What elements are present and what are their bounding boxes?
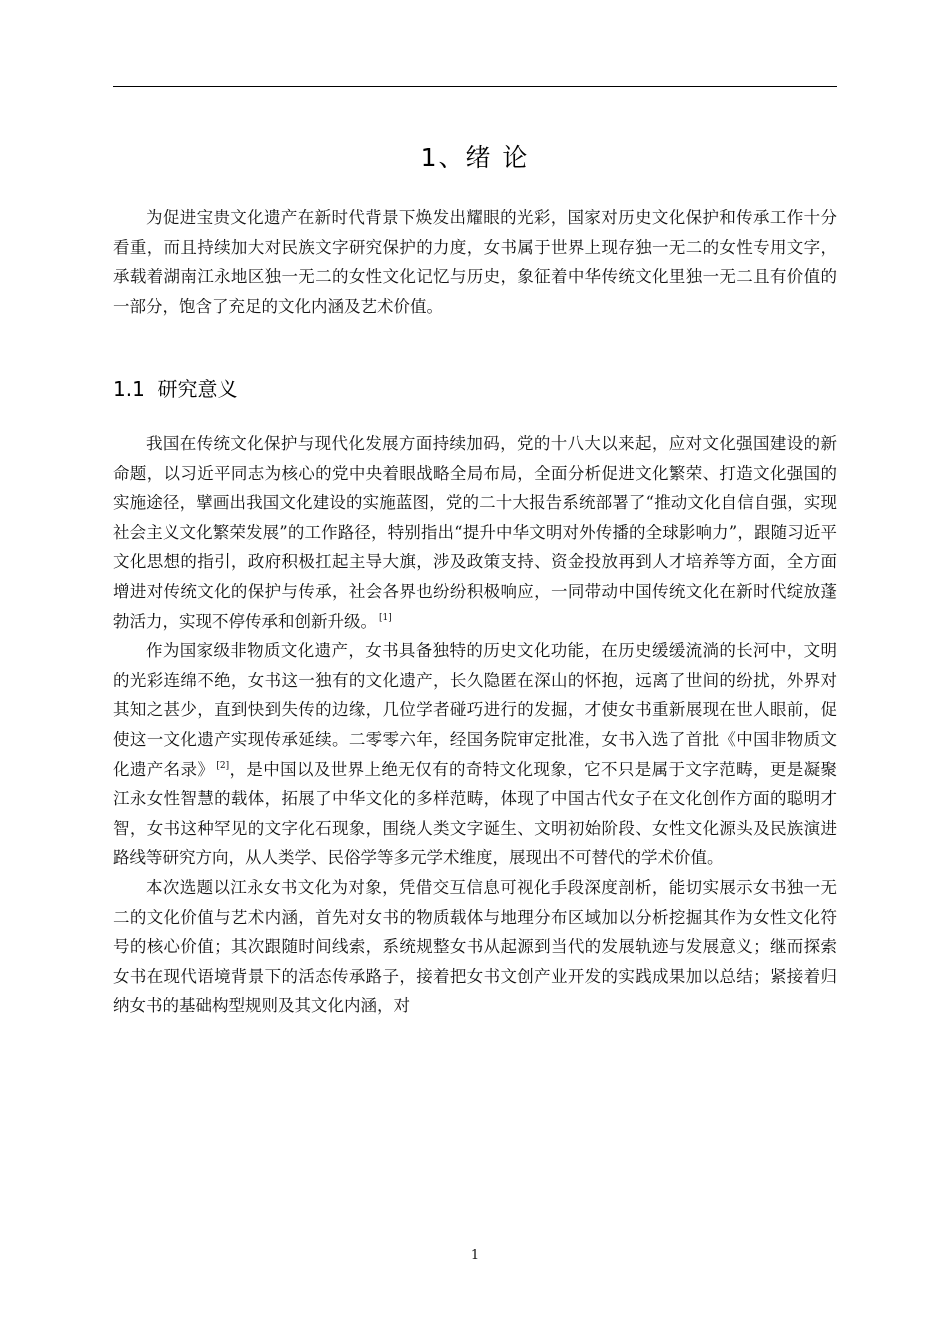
- chapter-title: 1、绪 论: [420, 143, 530, 172]
- section-heading: 1.1 研究意义: [113, 377, 238, 401]
- body-paragraph-2: [113, 636, 837, 873]
- chapter-intro-block: [113, 203, 837, 321]
- citation-1[interactable]: [1]: [379, 613, 392, 624]
- page-number: 1: [470, 1248, 480, 1263]
- chapter-intro-paragraph: 为促进宝贵文化遗产在新时代背景下焕发出耀眼的光彩，国家对历史文化保护和传承工作十分看重，而且持续加大对民族文字研究保护的力度，女书属于世界上现存独一无二的女性专用文字，承载着湖南江永地区独一无二的女性文化记忆与历史，象征着中华传统文化里独一无二且有价值的一部分，饱含了充足的文化内涵及艺术价值。: [113, 208, 837, 316]
- section-body: [113, 429, 837, 1021]
- paragraph-2-text-after: ，是中国以及世界上绝无仅有的奇特文化现象，它不只是属于文字范畴，更是凝聚江永女性智慧的载体，拓展了中华文化的多样范畴，体现了中国古代女子在文化创作方面的聪明才智，女书这种罕见的文字化石现象，围绕人类文字诞生、文明初始阶段、女性文化源头及民族演进路线等研究方向，从人类学、民俗学等多元学术维度，展现出不可替代的学术价值。: [113, 759, 838, 868]
- citation-2[interactable]: [2]: [216, 761, 230, 772]
- paragraph-2-text-before: 作为国家级非物质文化遗产，女书具备独特的历史文化功能，在历史缓缓流淌的长河中，文明的光彩连绵不绝，女书这一独有的文化遗产，长久隐匿在深山的怀抱，远离了世间的纷扰，外界对其知之甚少，直到快到失传的边缘，几位学者碰巧进行的发掘，才使女书重新展现在世人眼前，促使这一文化遗产实现传承延续。二零零六年，经国务院审定批准，女书入选了首批《中国非物质文化遗产名录》: [113, 641, 837, 779]
- paragraph-1-text: 我国在传统文化保护与现代化发展方面持续加码，党的十八大以来起，应对文化强国建设的新命题，以习近平同志为核心的党中央着眼战略全局布局，全面分析促进文化繁荣、打造文化强国的实施途径，擘画出我国文化建设的实施蓝图，党的二十大报告系统部署了“推动文化自信自强，实现社会主义文化繁荣发展”的工作路径，特别指出“提升中华文明对外传播的全球影响力”，跟随习近平文化思想的指引，政府积极扛起主导大旗，涉及政策支持、资金投放再到人才培养等方面，全方面增进对传统文化的保护与传承，社会各界也纷纷积极响应，一同带动中国传统文化在新时代绽放蓬勃活力，实现不停传承和创新升级。: [113, 434, 837, 631]
- body-paragraph-1: [113, 429, 837, 636]
- body-paragraph-3: 本次选题以江永女书文化为对象，凭借交互信息可视化手段深度剖析，能切实展示女书独一无二的文化价值与艺术内涵，首先对女书的物质载体与地理分布区域加以分析挖掘其作为女性文化符号的核心价值；其次跟随时间线索，系统规整女书从起源到当代的发展轨迹与发展意义；继而探索女书在现代语境背景下的活态传承路子，接着把女书文创产业开发的实践成果加以总结；紧接着归纳女书的基础构型规则及其文化内涵，对: [113, 877, 837, 1016]
- header-rule: [113, 86, 837, 87]
